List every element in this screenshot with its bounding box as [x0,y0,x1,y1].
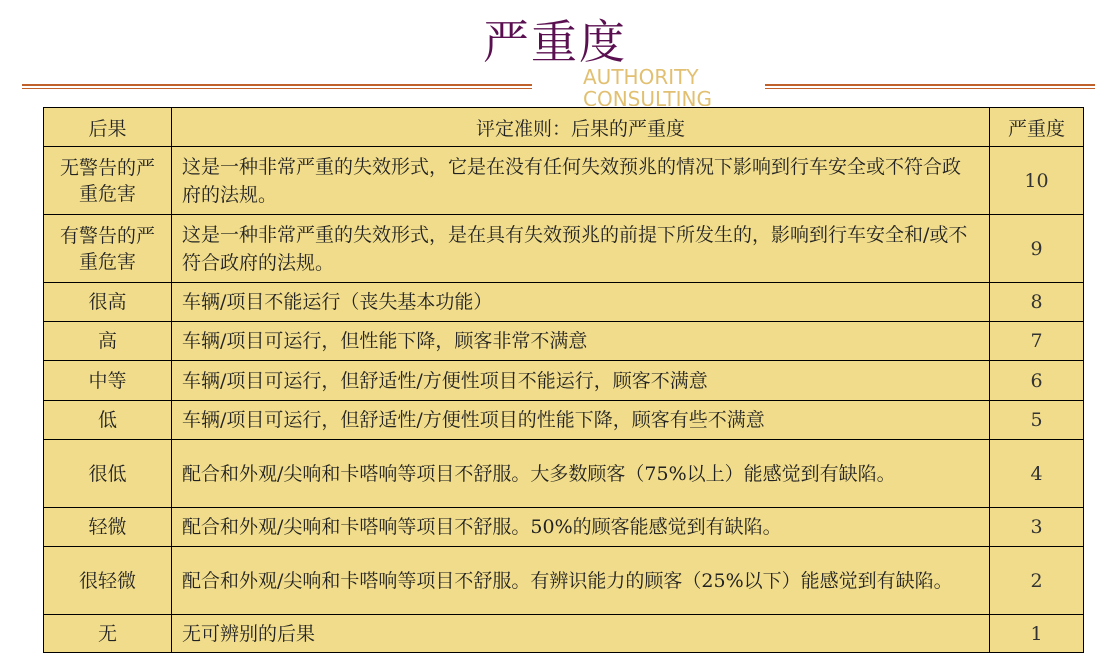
severity-cell: 3 [990,508,1084,547]
severity-cell: 1 [990,615,1084,653]
table-row [44,508,1084,547]
consequence-cell: 低 [44,401,172,440]
severity-cell: 2 [990,547,1084,615]
criteria-cell: 车辆/项目可运行，但舒适性/方便性项目不能运行，顾客不满意 [172,361,990,401]
severity-cell: 7 [990,322,1084,361]
criteria-cell: 这是一种非常严重的失效形式，它是在没有任何失效预兆的情况下影响到行车安全或不符合政府的法规。 [172,147,990,215]
criteria-cell: 车辆/项目可运行，但舒适性/方便性项目的性能下降，顾客有些不满意 [172,401,990,440]
table-row [44,283,1084,322]
title-rule-right [765,84,1095,86]
consequence-cell: 很低 [44,440,172,508]
severity-cell: 9 [990,215,1084,283]
title-rule-left [22,84,532,86]
criteria-cell: 车辆/项目不能运行（丧失基本功能） [172,283,990,322]
watermark-logo: AUTHORITY CONSULTING [583,66,712,106]
severity-cell: 6 [990,361,1084,401]
consequence-cell: 有警告的严重危害 [44,215,172,283]
severity-cell: 10 [990,147,1084,215]
header-severity: 严重度 [990,108,1084,147]
severity-cell: 5 [990,401,1084,440]
criteria-cell: 配合和外观/尖响和卡嗒响等项目不舒服。有辨识能力的顾客（25%以下）能感觉到有缺陷。 [172,547,990,615]
table-row [44,215,1084,283]
criteria-cell: 车辆/项目可运行，但性能下降，顾客非常不满意 [172,322,990,361]
criteria-cell: 无可辨别的后果 [172,615,990,653]
consequence-cell: 轻微 [44,508,172,547]
severity-table [43,107,1084,653]
table-row [44,361,1084,401]
page-title: 严重度 [483,15,627,69]
table-row [44,147,1084,215]
header-consequence: 后果 [44,108,172,147]
consequence-cell: 无 [44,615,172,653]
table-row [44,322,1084,361]
consequence-cell: 中等 [44,361,172,401]
header-criteria: 评定准则：后果的严重度 [172,108,990,147]
consequence-cell: 很轻微 [44,547,172,615]
table-row [44,440,1084,508]
criteria-cell: 这是一种非常严重的失效形式，是在具有失效预兆的前提下所发生的，影响到行车安全和/或不符合政府的法规。 [172,215,990,283]
consequence-cell: 高 [44,322,172,361]
severity-cell: 8 [990,283,1084,322]
table-row [44,401,1084,440]
severity-cell: 4 [990,440,1084,508]
table-row [44,615,1084,653]
criteria-cell: 配合和外观/尖响和卡嗒响等项目不舒服。50%的顾客能感觉到有缺陷。 [172,508,990,547]
criteria-cell: 配合和外观/尖响和卡嗒响等项目不舒服。大多数顾客（75%以上）能感觉到有缺陷。 [172,440,990,508]
table-body [44,147,1084,653]
consequence-cell: 很高 [44,283,172,322]
table-header-row [44,108,1084,147]
table-row [44,547,1084,615]
consequence-cell: 无警告的严重危害 [44,147,172,215]
